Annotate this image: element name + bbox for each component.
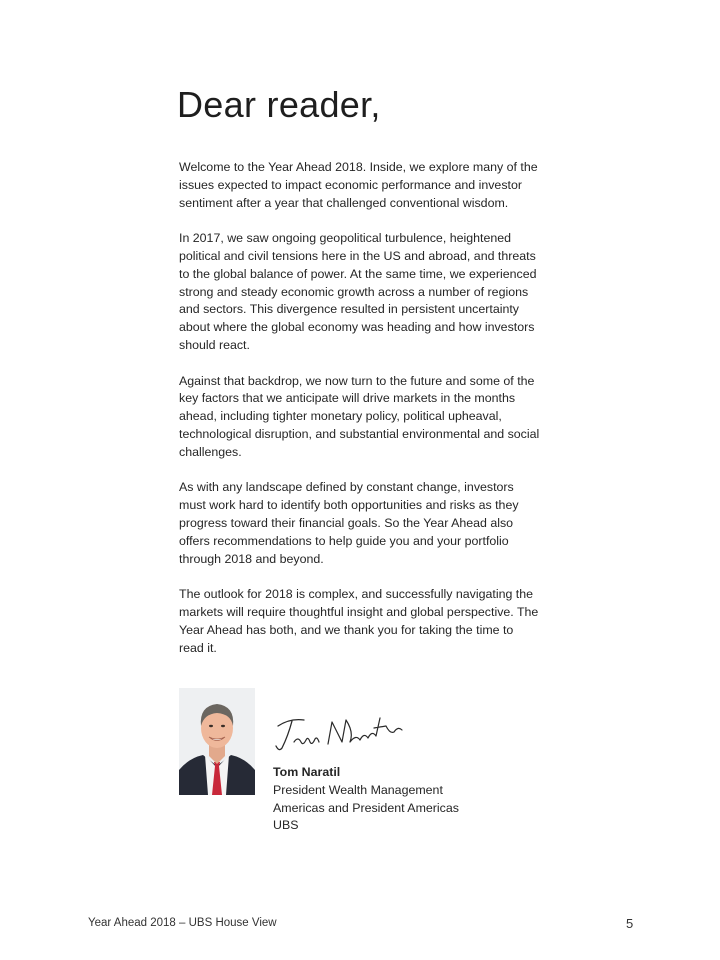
paragraph-2: In 2017, we saw ongoing geopolitical turbulence, heightened political and civil tensions here in the US and abroad, and threats to the global balance of power. At the same time, we experienced strong and steady economic growth across a number of regions and sectors. This divergence resulted in persistent uncertainty about where the global economy was heading and how investors should react. [179, 231, 537, 352]
signatory-organization: UBS [273, 818, 299, 833]
paragraph-5: The outlook for 2018 is complex, and successfully navigating the markets will require thoughtful insight and global perspective. The Year Ahead has both, and we thank you for taking the time to read it. [179, 587, 539, 655]
portrait-photo [179, 688, 255, 795]
signatory-title-line-1: President Wealth Management [273, 782, 443, 797]
signatory-name: Tom Naratil [273, 765, 341, 779]
paragraph-3: Against that backdrop, we now turn to the future and some of the key factors that we anticipate will drive markets in the months ahead, including tighter monetary policy, political upheaval, technological disruption, and substantial environmental and social challenges. [179, 373, 540, 459]
paragraph-4: As with any landscape defined by constant change, investors must work hard to identify both opportunities and risks as they progress toward their financial goals. So the Year Ahead also offers recommendations to help guide you and your portfolio through 2018 and beyond. [179, 480, 519, 566]
signatory-title-line-2: Americas and President Americas [273, 800, 459, 815]
letter-body [179, 159, 541, 675]
signatory-block [273, 764, 533, 835]
footer-page-number: 5 [626, 916, 634, 931]
footer-publication: Year Ahead 2018 – UBS House View [88, 917, 277, 929]
signature-image [270, 708, 410, 754]
paragraph-1: Welcome to the Year Ahead 2018. Inside, we explore many of the issues expected to impact economic performance and investor sentiment after a year that challenged conventional wisdom. [179, 160, 538, 210]
page-title: Dear reader, [177, 84, 381, 125]
